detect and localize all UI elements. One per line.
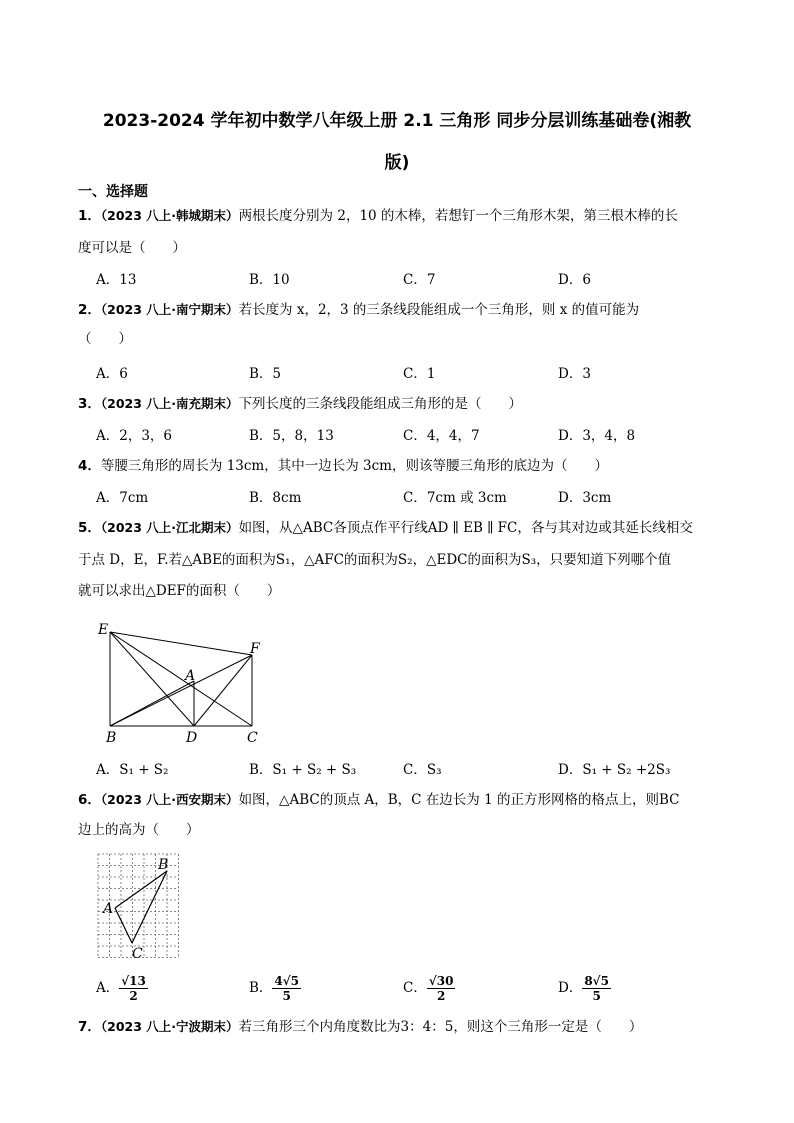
label-c: C	[132, 946, 143, 962]
figure-q6-grid	[94, 850, 190, 964]
question-number: 2．	[78, 302, 101, 318]
q4-option-a[interactable]: A．7cm	[96, 490, 149, 506]
q4-option-b[interactable]: B．8cm	[249, 490, 302, 506]
question-7	[78, 1016, 726, 1038]
question-1	[78, 205, 726, 227]
label-d: D	[186, 730, 198, 746]
question-text: 下列长度的三条线段能组成三角形的是（ ）	[238, 396, 523, 412]
question-source: （2023 八上·西安期末）	[100, 792, 239, 807]
figure-q5	[94, 618, 274, 746]
denominator: 5	[592, 989, 601, 1003]
q1-option-d[interactable]: D．6	[558, 272, 591, 288]
question-4	[78, 455, 726, 477]
line-bc	[132, 871, 167, 943]
question-5	[78, 517, 726, 539]
question-number: 6．	[78, 792, 101, 808]
q5-option-d[interactable]: D．S₁ + S₂ +2S₃	[558, 762, 671, 778]
question-text: 若长度为 x，2，3 的三条线段能组成一个三角形，则 x 的值可能为	[238, 302, 640, 318]
question-6-cont: 边上的高为（ ）	[78, 822, 200, 838]
question-text: 如图，从△ABC各顶点作平行线AD ∥ EB ∥ FC，各与其对边或其延长线相交	[238, 520, 693, 536]
label-b: B	[158, 857, 169, 873]
label-b: B	[106, 730, 117, 746]
numerator: 8√5	[584, 974, 609, 988]
option-letter: C．	[403, 980, 427, 996]
question-source: （2023 八上·南充期末）	[100, 396, 239, 411]
line-fb	[110, 655, 252, 726]
q2-option-b[interactable]: B．5	[249, 366, 282, 382]
q3-option-a[interactable]: A．2，3，6	[96, 428, 173, 444]
q5-option-c[interactable]: C．S₃	[403, 762, 442, 778]
denominator: 2	[436, 989, 446, 1003]
denominator: 5	[282, 989, 291, 1003]
line-fd	[194, 655, 252, 726]
q2-option-d[interactable]: D．3	[558, 366, 591, 382]
label-a: A	[185, 668, 196, 684]
question-number: 7．	[78, 1019, 101, 1035]
question-text: 如图，△ABC的顶点 A，B，C 在边长为 1 的正方形网格的格点上，则BC	[238, 792, 680, 808]
q1-option-a[interactable]: A．13	[96, 272, 137, 288]
document-title-line1: 2023-2024 学年初中数学八年级上册 2.1 三角形 同步分层训练基础卷(湘教	[102, 111, 692, 131]
label-a: A	[103, 901, 114, 917]
numerator: √13	[121, 974, 146, 988]
option-letter: B．	[249, 980, 273, 996]
q3-option-d[interactable]: D．3，4，8	[558, 428, 636, 444]
question-2-cont: （ ）	[78, 331, 132, 347]
fraction	[582, 974, 611, 1003]
q3-option-c[interactable]: C．4，4，7	[403, 428, 480, 444]
question-source: （2023 八上·宁波期末）	[100, 1019, 239, 1034]
line-ab	[110, 681, 194, 726]
line-ab	[115, 871, 167, 908]
q6-option-a[interactable]	[96, 974, 148, 1003]
question-number: 1．	[78, 208, 101, 224]
q1-option-c[interactable]: C．7	[403, 272, 436, 288]
fraction	[427, 974, 456, 1003]
question-number: 3．	[78, 396, 101, 412]
fraction	[119, 974, 148, 1003]
label-c: C	[247, 730, 258, 746]
question-5-cont2: 就可以求出△DEF的面积（ ）	[78, 583, 281, 599]
q1-option-b[interactable]: B．10	[249, 272, 290, 288]
q4-option-c[interactable]: C．7cm 或 3cm	[403, 490, 507, 506]
option-letter: A．	[96, 980, 120, 996]
question-number: 5．	[78, 520, 101, 536]
fraction	[272, 974, 301, 1003]
numerator: √30	[428, 974, 454, 988]
question-text: 两根长度分别为 2，10 的木棒，若想钉一个三角形木架，第三根木棒的长	[238, 208, 678, 224]
question-1-cont: 度可以是（ ）	[78, 240, 186, 256]
line-ac	[115, 908, 132, 943]
q5-option-b[interactable]: B．S₁ + S₂ + S₃	[249, 762, 357, 778]
q5-option-a[interactable]: A．S₁ + S₂	[96, 762, 169, 778]
q6-option-d[interactable]	[558, 974, 611, 1003]
q6-option-c[interactable]	[403, 974, 455, 1003]
label-f: F	[250, 641, 260, 657]
document-title-line2: 版)	[384, 153, 410, 173]
q3-option-b[interactable]: B．5，8，13	[249, 428, 334, 444]
question-text: 等腰三角形的周长为 13cm，其中一边长为 3cm，则该等腰三角形的底边为（ ）	[100, 458, 608, 474]
q2-option-c[interactable]: C．1	[403, 366, 436, 382]
question-source: （2023 八上·江北期末）	[100, 520, 239, 535]
question-text: 若三角形三个内角度数比为3：4：5，则这个三角形一定是（ ）	[238, 1019, 643, 1035]
question-2	[78, 299, 726, 321]
q2-option-a[interactable]: A．6	[96, 366, 128, 382]
q4-option-d[interactable]: D．3cm	[558, 490, 612, 506]
option-letter: D．	[558, 980, 583, 996]
numerator: 4√5	[274, 974, 300, 988]
denominator: 2	[129, 989, 138, 1003]
question-5-cont: 于点 D，E，F.若△ABE的面积为S₁，△AFC的面积为S₂，△EDC的面积为S₃，只要知道下列哪个值	[78, 552, 672, 568]
line-ef	[110, 632, 252, 655]
q6-option-b[interactable]	[249, 974, 301, 1003]
question-source: （2023 八上·南宁期末）	[100, 302, 239, 317]
label-e: E	[98, 622, 109, 638]
question-3	[78, 393, 726, 415]
question-6	[78, 789, 726, 811]
question-number: 4．	[78, 458, 101, 474]
section-title: 一、选择题	[78, 184, 148, 200]
question-source: （2023 八上·韩城期末）	[100, 208, 239, 223]
